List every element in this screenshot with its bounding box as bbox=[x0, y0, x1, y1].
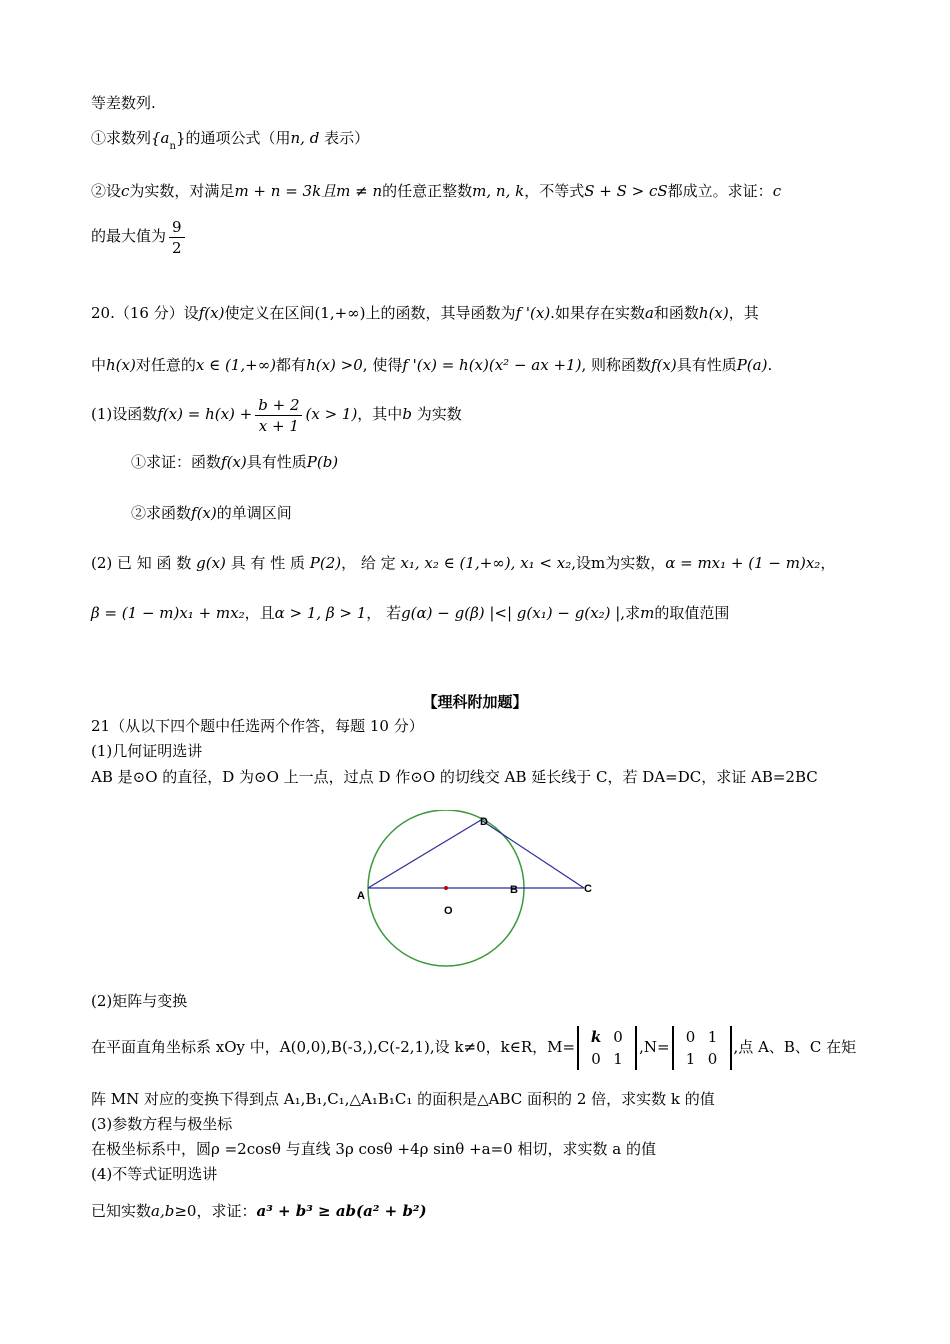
fraction-9-2: $\frac{9}{2}$ bbox=[169, 217, 185, 258]
q21-sub-1-text: AB 是⊙O 的直径，D 为⊙O 上一点，过点 D 作⊙O 的切线交 AB 延长线于 C，若 DA=DC，求证 AB=2BC bbox=[91, 768, 818, 786]
q20-sub-1: ①求证：函数f(x)具有性质P(b) bbox=[131, 453, 339, 471]
q20-line-1: 20.（16 分）设f(x)使定义在区间(1,+∞)上的函数，其导函数为f '(x).如果存在实数a和函数h(x)，其 bbox=[91, 304, 759, 322]
q21-sub-2-text-cont: 阵 MN 对应的变换下得到点 A₁,B₁,C₁,△A₁B₁C₁ 的面积是△ABC 面积的 2 倍，求实数 k 的值 bbox=[91, 1090, 715, 1108]
inequality-s: S + S > cS bbox=[584, 182, 668, 200]
label-c: C bbox=[584, 883, 592, 895]
q19-line-1: 等差数列. bbox=[91, 94, 156, 112]
label-d: D bbox=[480, 816, 488, 828]
q20-part-1: (1)设函数f(x) = h(x) + $\frac{b + 2}{x + 1}$ (x > 1)，其中b 为实数 bbox=[91, 395, 462, 435]
q21-sub-3-text: 在极坐标系中，圆ρ =2cosθ 与直线 3ρ cosθ +4ρ sinθ +a=0 相切，求实数 a 的值 bbox=[91, 1140, 656, 1158]
q21-sub-4-text: 已知实数a,b≥0，求证：a³ + b³ ≥ ab(a² + b²) bbox=[91, 1202, 427, 1220]
q21-sub-4-title: (4)不等式证明选讲 bbox=[91, 1165, 218, 1183]
q20-sub-2: ②求函数f(x)的单调区间 bbox=[131, 504, 292, 522]
sequence-an: {a bbox=[151, 129, 170, 147]
inequality-ab: a³ + b³ ≥ ab(a² + b²) bbox=[256, 1202, 427, 1220]
q19-part-2: ②设c为实数，对满足m + n = 3k且m ≠ n的任意正整数m, n, k，不等式S + S > cS都成立。求证：c bbox=[91, 182, 782, 200]
q21-sub-1-title: (1)几何证明选讲 bbox=[91, 742, 203, 760]
center-point bbox=[444, 886, 448, 890]
fraction-b2-x1: $\frac{b + 2}{x + 1}$ bbox=[255, 395, 302, 436]
q20-part-2-cont: β = (1 − m)x₁ + mx₂，且α > 1, β > 1， 若g(α) − g(β) |<| g(x₁) − g(x₂) |,求m的取值范围 bbox=[91, 604, 730, 622]
label-o: O bbox=[444, 905, 453, 917]
q21-sub-3-title: (3)参数方程与极坐标 bbox=[91, 1115, 233, 1133]
q19-max-value: 的最大值为 $\frac{9}{2}$ bbox=[91, 216, 188, 258]
label-a: A bbox=[357, 890, 365, 902]
q20-line-2: 中h(x)对任意的x ∈ (1,+∞)都有h(x) >0, 使得f '(x) = h(x)(x² − ax +1), 则称函数f(x)具有性质P(a). bbox=[91, 356, 773, 374]
q19-part-1: ①求数列$\{a_n\}$的通项公式（用n, d 表示） bbox=[91, 129, 370, 152]
q21-sub-2-text: 在平面直角坐标系 xOy 中，A(0,0),B(-3,),C(-2,1),设 k≠0，k∈R，M=k 0 0 1,N=0 1 1 0,点 A、B、C 在矩 bbox=[91, 1028, 857, 1068]
section-heading: 【理科附加题】 bbox=[422, 693, 528, 711]
q21-title: 21（从以下四个题中任选两个作答，每题 10 分） bbox=[91, 717, 424, 735]
geometry-figure bbox=[350, 810, 610, 970]
line-ad bbox=[368, 820, 481, 888]
line-dc bbox=[481, 820, 584, 888]
label-b: B bbox=[510, 884, 518, 896]
q20-part-2: (2) 已 知 函 数 g(x) 具 有 性 质 P(2)， 给 定 x₁, x₂ ∈ (1,+∞), x₁ < x₂,设m为实数，α = mx₁ + (1 − m)x₂， bbox=[91, 554, 836, 572]
matrix-m: k 0 0 1 bbox=[577, 1026, 637, 1070]
matrix-n: 0 1 1 0 bbox=[672, 1026, 732, 1070]
q21-sub-2-title: (2)矩阵与变换 bbox=[91, 992, 188, 1010]
